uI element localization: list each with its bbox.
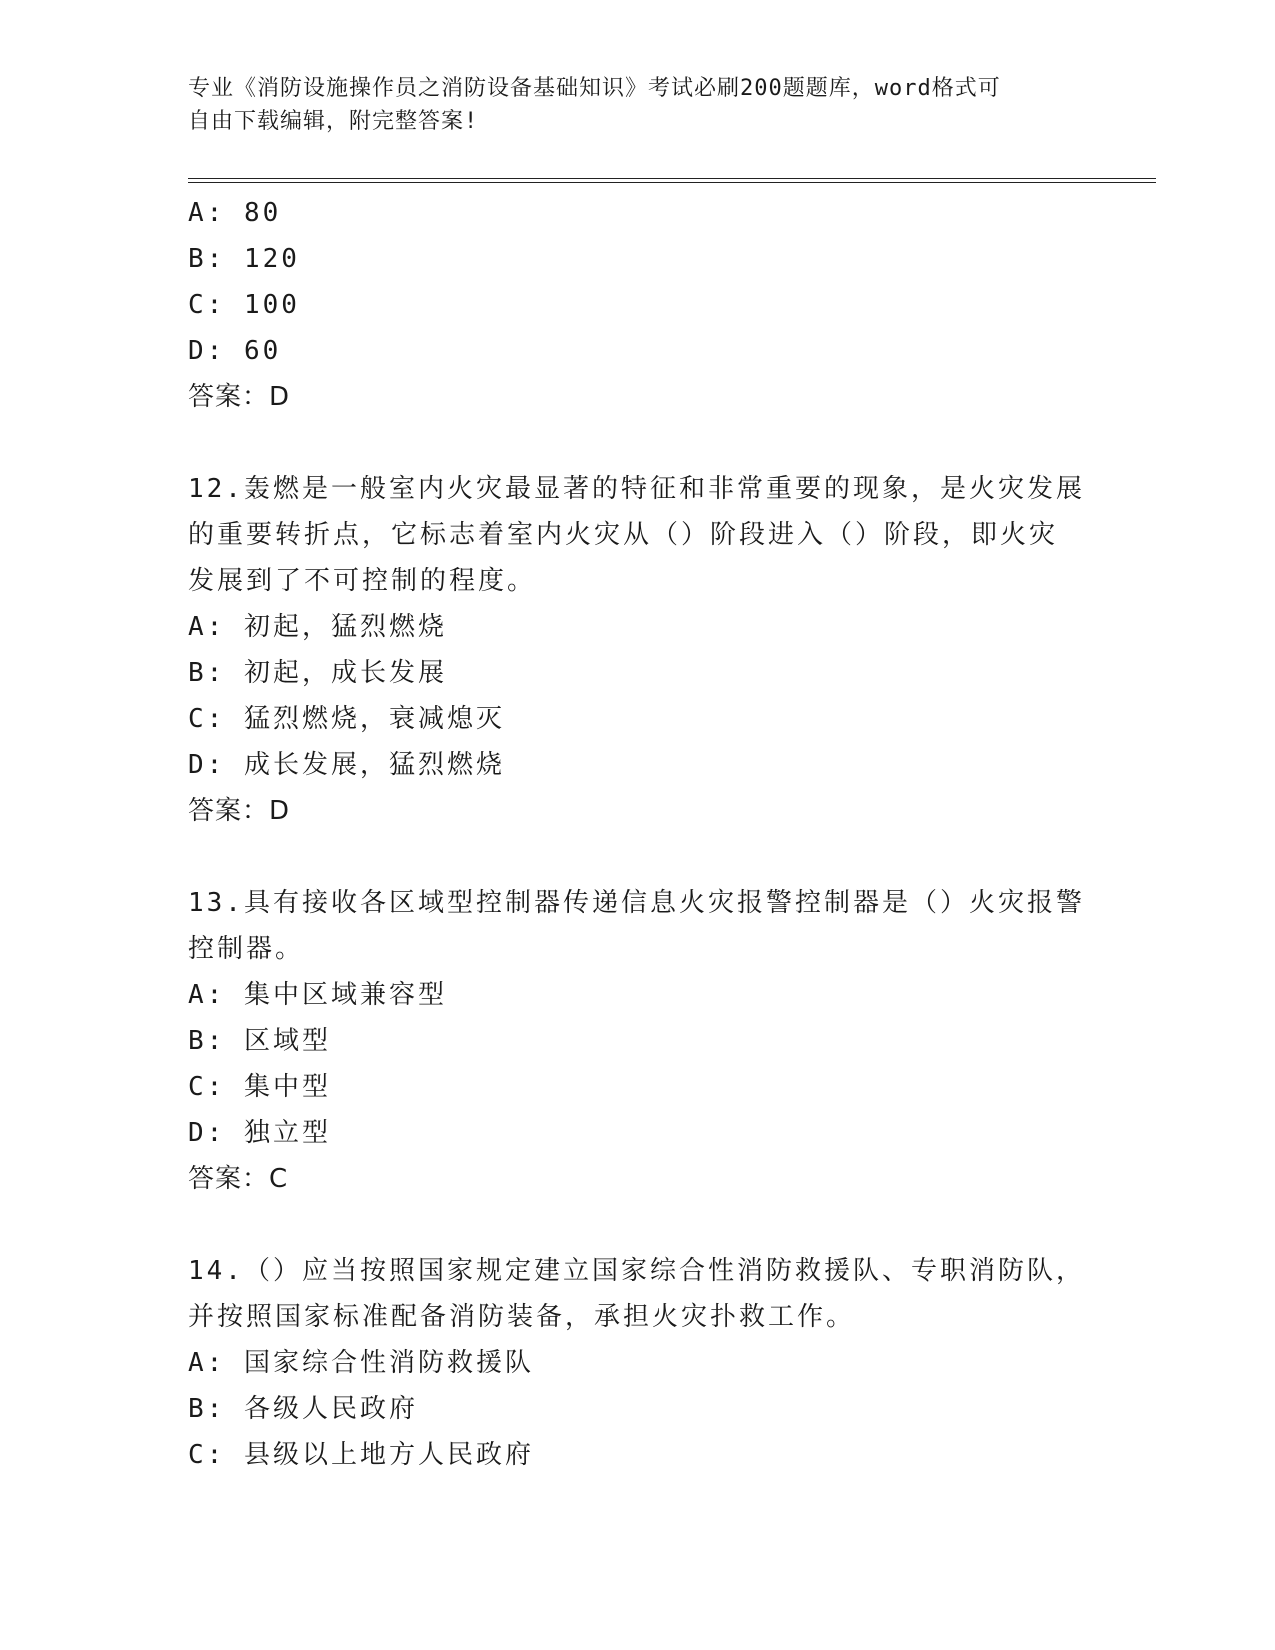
spacer [188, 1202, 1088, 1248]
option-c: C: 集中型 [188, 1072, 331, 1102]
option-d: D: 60 [188, 336, 282, 366]
question-13 [188, 880, 1088, 1202]
stem-line: 14.（）应当按照国家规定建立国家综合性消防救援队、专职消防队， [188, 1256, 1085, 1286]
option-list [188, 190, 1088, 374]
question-14 [188, 1248, 1088, 1478]
header-divider [188, 178, 1156, 183]
option-list [188, 972, 1088, 1156]
option-c: C: 100 [188, 290, 300, 320]
option-a: A: 80 [188, 198, 282, 228]
option-b: B: 各级人民政府 [188, 1394, 418, 1424]
question-stem [188, 1248, 1088, 1340]
option-list [188, 1340, 1088, 1478]
option-list [188, 604, 1088, 788]
question-stem [188, 466, 1088, 604]
answer: 答案：D [188, 382, 291, 412]
spacer [188, 834, 1088, 880]
option-a: A: 初起，猛烈燃烧 [188, 612, 447, 642]
option-d: D: 独立型 [188, 1118, 331, 1148]
option-c: C: 县级以上地方人民政府 [188, 1440, 534, 1470]
option-b: B: 初起，成长发展 [188, 658, 447, 688]
option-a: A: 集中区域兼容型 [188, 980, 447, 1010]
answer: 答案：C [188, 1164, 289, 1194]
option-d: D: 成长发展，猛烈燃烧 [188, 750, 505, 780]
question-list [188, 190, 1088, 1478]
spacer [188, 420, 1088, 466]
question-11 [188, 190, 1088, 420]
stem-line: 13.具有接收各区域型控制器传递信息火灾报警控制器是（）火灾报警 [188, 888, 1085, 918]
document-header [188, 72, 1088, 138]
option-c: C: 猛烈燃烧，衰减熄灭 [188, 704, 505, 734]
option-b: B: 区域型 [188, 1026, 331, 1056]
answer: 答案：D [188, 796, 291, 826]
stem-line: 并按照国家标准配备消防装备，承担火灾扑救工作。 [188, 1302, 856, 1332]
stem-line: 控制器。 [188, 934, 305, 964]
stem-line: 12.轰燃是一般室内火灾最显著的特征和非常重要的现象，是火灾发展 [188, 474, 1085, 504]
stem-line: 发展到了不可控制的程度。 [188, 566, 537, 596]
header-line-2: 自由下载编辑，附完整答案! [188, 109, 479, 134]
question-stem [188, 880, 1088, 972]
question-12 [188, 466, 1088, 834]
option-a: A: 国家综合性消防救援队 [188, 1348, 534, 1378]
header-line-1: 专业《消防设施操作员之消防设备基础知识》考试必刷200题题库，word格式可 [188, 76, 1001, 101]
option-b: B: 120 [188, 244, 300, 274]
stem-line: 的重要转折点，它标志着室内火灾从（）阶段进入（）阶段，即火灾 [188, 520, 1059, 550]
